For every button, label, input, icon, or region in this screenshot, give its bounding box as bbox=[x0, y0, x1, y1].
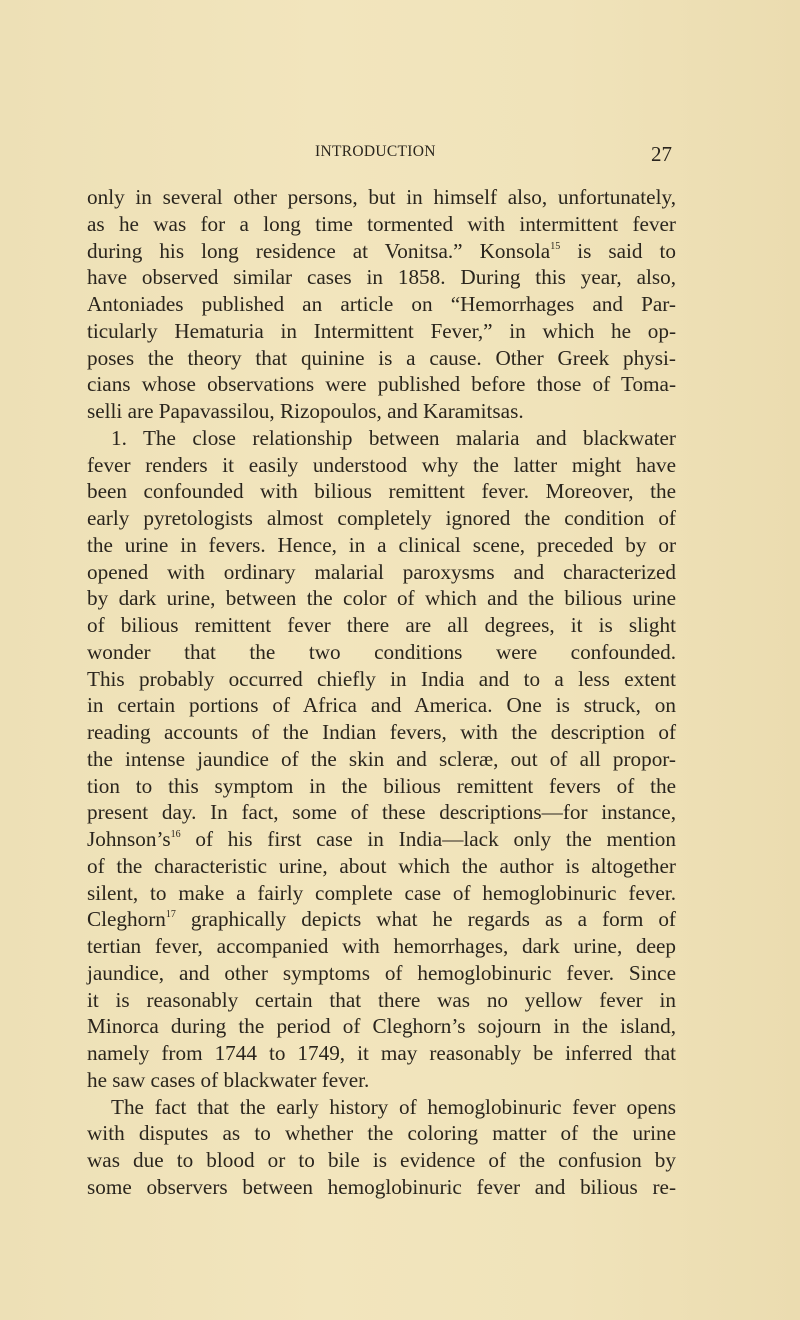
line-text bbox=[87, 612, 676, 639]
text-line bbox=[87, 452, 676, 479]
line-text bbox=[87, 532, 676, 559]
line-text bbox=[87, 238, 676, 265]
line-text-segment: was due to blood or to bile is evidence of the confusion by bbox=[87, 1148, 676, 1172]
text-line bbox=[87, 184, 676, 211]
line-text-segment: ticularly Hematuria in Intermittent Fever,” in which he op- bbox=[87, 318, 676, 343]
line-text-segment: have observed similar cases in 1858. During this year, also, bbox=[87, 265, 676, 290]
line-text-segment: during his long residence at Vonitsa.” Konsola bbox=[87, 238, 551, 263]
line-text-segment: wonder that the two conditions were confounded. bbox=[87, 639, 676, 664]
line-text-segment: been confounded with bilious remittent fever. Moreover, the bbox=[87, 479, 676, 504]
line-text bbox=[87, 452, 676, 479]
page-header bbox=[87, 143, 675, 167]
line-text bbox=[87, 1040, 676, 1067]
line-text-segment: This probably occurred chiefly in India and to a less extent bbox=[87, 666, 676, 691]
text-line bbox=[87, 1067, 676, 1094]
line-text bbox=[87, 318, 676, 345]
line-text-segment: only in several other persons, but in himself also, unfortunately, bbox=[87, 185, 676, 209]
line-text-segment: silent, to make a fairly complete case of hemoglobinuric fever. bbox=[87, 880, 676, 905]
text-line bbox=[87, 585, 676, 612]
line-text bbox=[87, 1147, 676, 1174]
line-text bbox=[87, 398, 676, 425]
text-line bbox=[87, 853, 676, 880]
text-line bbox=[87, 799, 676, 826]
line-text-segment: Minorca during the period of Cleghorn’s sojourn in the island, bbox=[87, 1014, 676, 1039]
line-text-segment: of bilious remittent fever there are all degrees, it is slight bbox=[87, 613, 676, 637]
line-text-segment: some observers between hemoglobinuric fever and bilious re- bbox=[87, 1174, 676, 1199]
line-text bbox=[87, 585, 676, 612]
line-text-segment: Johnson’s bbox=[87, 827, 171, 851]
text-line bbox=[87, 238, 676, 265]
text-line bbox=[87, 880, 676, 907]
line-text-segment: reading accounts of the Indian fevers, with the description of bbox=[87, 720, 676, 744]
line-text bbox=[87, 639, 676, 666]
line-text-segment: as he was for a long time tormented with intermittent fever bbox=[87, 211, 676, 236]
line-text-segment: cians whose observations were published before those of Toma- bbox=[87, 372, 676, 397]
text-line bbox=[87, 1174, 676, 1201]
text-line bbox=[87, 1147, 676, 1174]
line-text bbox=[111, 425, 676, 452]
text-line bbox=[87, 612, 676, 639]
line-text bbox=[87, 1067, 676, 1094]
line-text-segment: 1. The close relationship between malaria and blackwater bbox=[111, 425, 676, 450]
line-text-segment: namely from 1744 to 1749, it may reasonably be inferred that bbox=[87, 1041, 676, 1065]
text-line bbox=[87, 398, 676, 425]
paragraph-first-line bbox=[87, 425, 676, 452]
line-text bbox=[87, 478, 676, 505]
line-text bbox=[87, 933, 676, 960]
text-line bbox=[87, 264, 676, 291]
line-text-segment: the intense jaundice of the skin and scleræ, out of all propor- bbox=[87, 746, 676, 771]
text-line bbox=[87, 318, 676, 345]
line-text bbox=[87, 880, 676, 907]
line-text bbox=[87, 960, 676, 987]
text-line bbox=[87, 639, 676, 666]
line-text bbox=[87, 666, 676, 693]
text-line bbox=[87, 291, 676, 318]
text-line bbox=[87, 345, 676, 372]
line-text-segment: of the characteristic urine, about which the author is altogether bbox=[87, 853, 676, 878]
text-line bbox=[87, 906, 676, 933]
text-line bbox=[87, 1040, 676, 1067]
paragraph-first-line bbox=[87, 1094, 676, 1121]
line-text-segment: it is reasonably certain that there was no yellow fever in bbox=[87, 987, 676, 1012]
line-text bbox=[87, 1013, 676, 1040]
page-number: 27 bbox=[651, 142, 672, 166]
line-text-segment: graphically depicts what he regards as a form of bbox=[175, 907, 676, 932]
text-line bbox=[87, 933, 676, 960]
line-text bbox=[87, 291, 676, 318]
line-text-segment: selli are Papavassilou, Rizopoulos, and Karamitsas. bbox=[87, 399, 524, 423]
line-text bbox=[87, 853, 676, 880]
line-text-segment: Antoniades published an article on “Hemorrhages and Par- bbox=[87, 292, 676, 316]
line-text bbox=[87, 371, 676, 398]
line-text bbox=[87, 692, 676, 719]
text-line bbox=[87, 987, 676, 1014]
line-text-segment: the urine in fevers. Hence, in a clinical scene, preceded by or bbox=[87, 532, 676, 557]
line-text bbox=[87, 184, 676, 211]
line-text bbox=[87, 264, 676, 291]
text-line bbox=[87, 666, 676, 693]
line-text bbox=[87, 987, 676, 1014]
line-text-segment: early pyretologists almost completely ignored the condition of bbox=[87, 506, 676, 530]
text-line bbox=[87, 1120, 676, 1147]
text-line bbox=[87, 960, 676, 987]
line-text bbox=[87, 826, 676, 853]
line-text-segment: fever renders it easily understood why the latter might have bbox=[87, 452, 676, 477]
line-text-segment: opened with ordinary malarial paroxysms and characterized bbox=[87, 559, 676, 584]
line-text bbox=[87, 559, 676, 586]
line-text-segment: jaundice, and other symptoms of hemoglobinuric fever. Since bbox=[87, 960, 676, 985]
line-text-segment: present day. In fact, some of these descriptions—for instance, bbox=[87, 800, 676, 825]
line-text-segment: of his first case in India—lack only the mention bbox=[180, 827, 676, 851]
line-text bbox=[87, 505, 676, 532]
footnote-reference: 15 bbox=[550, 240, 561, 252]
text-line bbox=[87, 211, 676, 238]
text-line bbox=[87, 559, 676, 586]
line-text bbox=[87, 1174, 676, 1201]
line-text-segment: poses the theory that quinine is a cause. Other Greek physi- bbox=[87, 345, 676, 370]
text-line bbox=[87, 773, 676, 800]
text-line bbox=[87, 371, 676, 398]
footnote-reference: 17 bbox=[165, 909, 176, 921]
line-text bbox=[87, 719, 676, 746]
text-line bbox=[87, 1013, 676, 1040]
text-line bbox=[87, 719, 676, 746]
text-line bbox=[87, 746, 676, 773]
text-line bbox=[87, 692, 676, 719]
line-text bbox=[87, 746, 676, 773]
text-line bbox=[87, 478, 676, 505]
line-text bbox=[87, 345, 676, 372]
footnote-reference: 16 bbox=[170, 829, 181, 840]
line-text-segment: with disputes as to whether the coloring matter of the urine bbox=[87, 1121, 676, 1146]
line-text-segment: by dark urine, between the color of which and the bilious urine bbox=[87, 586, 676, 611]
line-text-segment: tertian fever, accompanied with hemorrhages, dark urine, deep bbox=[87, 934, 676, 958]
line-text-segment: is said to bbox=[560, 238, 676, 263]
line-text-segment: he saw cases of blackwater fever. bbox=[87, 1067, 370, 1092]
line-text bbox=[87, 773, 676, 800]
line-text bbox=[87, 1120, 676, 1147]
text-line bbox=[87, 532, 676, 559]
line-text-segment: in certain portions of Africa and America. One is struck, on bbox=[87, 693, 676, 718]
running-head: INTRODUCTION bbox=[315, 143, 436, 160]
body-text bbox=[87, 184, 676, 1201]
line-text bbox=[111, 1094, 676, 1121]
line-text bbox=[87, 799, 676, 826]
line-text-segment: Cleghorn bbox=[87, 907, 166, 932]
text-line bbox=[87, 505, 676, 532]
line-text-segment: The fact that the early history of hemoglobinuric fever opens bbox=[111, 1094, 676, 1119]
line-text bbox=[87, 211, 676, 238]
text-line bbox=[87, 826, 676, 853]
line-text bbox=[87, 906, 676, 933]
line-text-segment: tion to this symptom in the bilious remittent fevers of the bbox=[87, 773, 676, 798]
